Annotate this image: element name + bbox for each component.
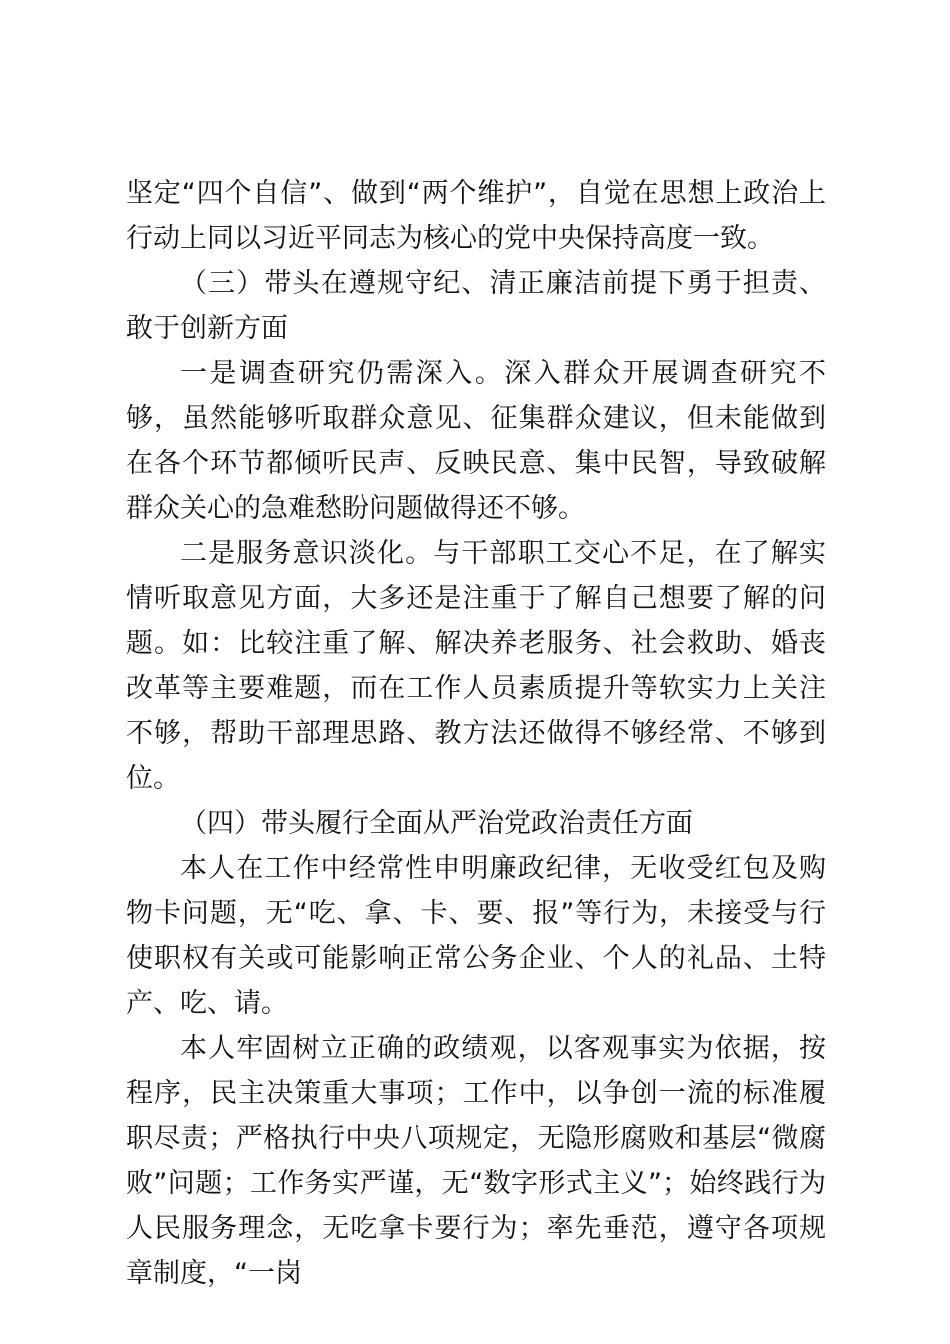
document-body (126, 171, 826, 1296)
section-heading-four: （四）带头履行全面从严治党政治责任方面 (180, 808, 693, 839)
paragraph-discipline: 本人在工作中经常性申明廉政纪律，无收受红包及购物卡问题，无“吃、拿、卡、要、报”等行为，未接受与行使职权有关或可能影响正常公务企业、个人的礼品、土特产、吃、请。 (126, 853, 826, 1019)
paragraph-research: 一是调查研究仍需深入。深入群众开展调查研究不够，虽然能够听取群众意见、征集群众建议，但未能做到在各个环节都倾听民声、反映民意、集中民智，导致破解群众关心的急难愁盼问题做得还不够。 (126, 358, 826, 524)
paragraph-service: 二是服务意识淡化。与干部职工交心不足，在了解实情听取意见方面，大多还是注重于了解自己想要了解的问题。如：比较注重了解、解决养老服务、社会救助、婚丧改革等主要难题，而在工作人员素质提升等软实力上关注不够，帮助干部理思路、教方法还做得不够经常、不够到位。 (126, 538, 826, 794)
paragraph-performance: 本人牢固树立正确的政绩观，以客观事实为依据，按程序，民主决策重大事项；工作中，以争创一流的标准履职尽责；严格执行中央八项规定，无隐形腐败和基层“微腐败”问题；工作务实严谨，无“数字形式主义”；始终践行为人民服务理念，无吃拿卡要行为；率先垂范，遵守各项规章制度，“一岗 (126, 1033, 826, 1289)
paragraph-commitment: 坚定“四个自信”、做到“两个维护”，自觉在思想上政治上行动上同以习近平同志为核心的党中央保持高度一致。 (126, 178, 826, 254)
section-heading-three: （三）带头在遵规守纪、清正廉洁前提下勇于担责、敢于创新方面 (126, 268, 826, 344)
